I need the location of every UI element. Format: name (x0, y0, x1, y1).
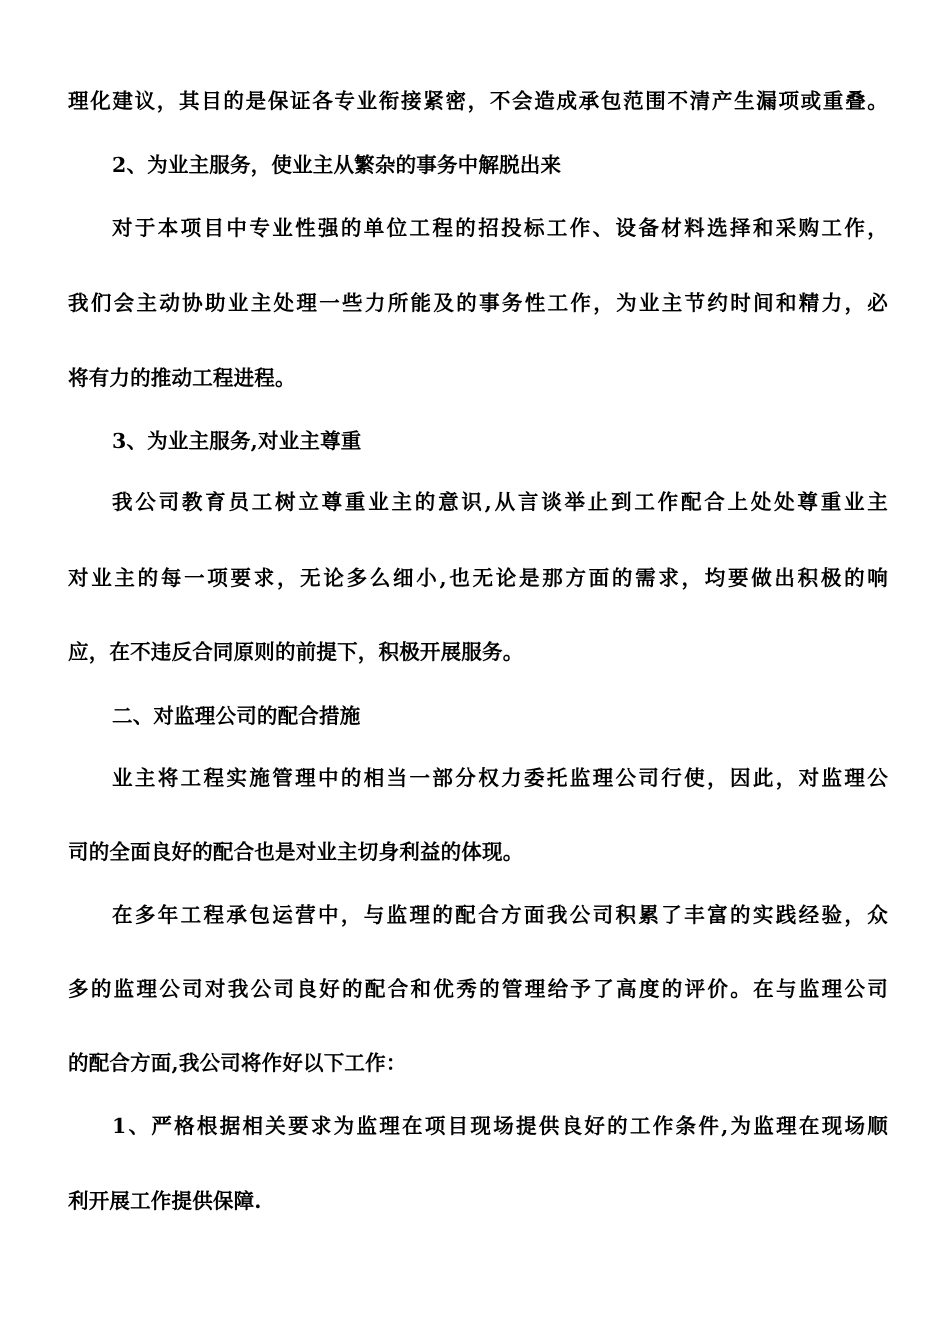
paragraph-line-12: 司的全面良好的配合也是对业主切身利益的体现。 (68, 840, 524, 864)
paragraph-line-17: 利开展工作提供保障. (68, 1189, 262, 1213)
heading-owner-service-2: 2、为业主服务，使业主从繁杂的事务中解脱出来 (112, 153, 562, 177)
paragraph-line-14: 多的监理公司对我公司良好的配合和优秀的管理给予了高度的评价。在与监理公司 (68, 977, 888, 1001)
heading-owner-service-3: 3、为业主服务,对业主尊重 (112, 429, 362, 453)
paragraph-line-13: 在多年工程承包运营中，与监理的配合方面我公司积累了丰富的实践经验，众 (112, 903, 888, 927)
paragraph-line-5: 将有力的推动工程进程。 (68, 366, 296, 390)
section-heading-supervision: 二、对监理公司的配合措施 (112, 704, 361, 728)
paragraph-line-9: 应，在不违反合同原则的前提下，积极开展服务。 (68, 640, 524, 664)
paragraph-line-11: 业主将工程实施管理中的相当一部分权力委托监理公司行使，因此，对监理公 (112, 766, 888, 790)
paragraph-line-1: 理化建议，其目的是保证各专业衔接紧密，不会造成承包范围不清产生漏项或重叠。 (68, 89, 888, 113)
paragraph-line-16: 1、严格根据相关要求为监理在项目现场提供良好的工作条件,为监理在现场顺 (112, 1114, 888, 1138)
paragraph-line-4: 我们会主动协助业主处理一些力所能及的事务性工作，为业主节约时间和精力，必 (68, 291, 888, 315)
paragraph-line-8: 对业主的每一项要求，无论多么细小,也无论是那方面的需求，均要做出积极的响 (68, 566, 888, 590)
paragraph-line-15: 的配合方面,我公司将作好以下工作： (68, 1051, 407, 1075)
paragraph-line-7: 我公司教育员工树立尊重业主的意识,从言谈举止到工作配合上处处尊重业主 (112, 490, 888, 514)
paragraph-line-3: 对于本项目中专业性强的单位工程的招投标工作、设备材料选择和采购工作， (112, 216, 888, 240)
